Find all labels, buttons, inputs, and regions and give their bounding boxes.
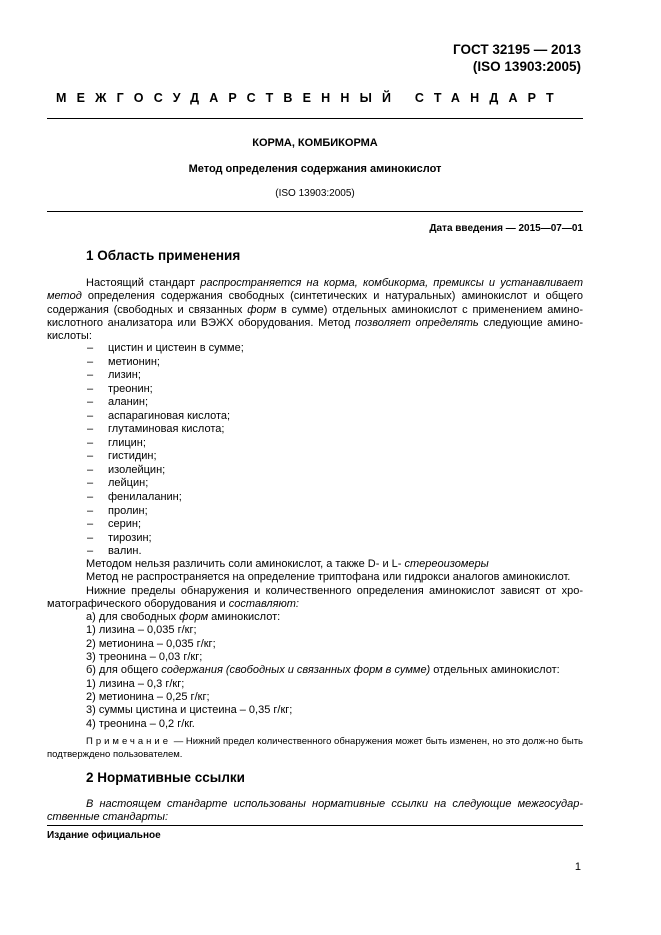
section-1-intro: Настоящий стандарт распространяется на корма, комбикорма, премиксы и устанавливает метод определения содержания свободных (синтетических и натуральных) аминокислот и общего содержания (свободных и связанных форм в сумме) отдельных аминокислот с применением амино-кислотного анализатора или ВЭЖХ оборудования. Метод позволяет определять следующие амино-кислоты:	[47, 277, 583, 343]
salts-paragraph: Методом нельзя различить соли аминокислот, а также D- и L- стереоизомеры	[86, 558, 489, 570]
footer-divider	[47, 825, 583, 826]
list-item: – цистин и цистеин в сумме;	[87, 342, 244, 354]
note	[47, 735, 583, 761]
iso-number: (ISO 13903:2005)	[472, 59, 581, 74]
list-item: – аланин;	[87, 396, 149, 409]
free-limit-item: 3) треонина – 0,03 г/кг;	[86, 651, 203, 664]
list-item: – изолейцин;	[87, 463, 166, 476]
list-item: – пролин;	[87, 504, 148, 517]
list-item: – глицин;	[87, 436, 146, 449]
list-item: – метионин;	[87, 355, 160, 368]
list-item: – треонин;	[87, 382, 153, 395]
section-1-body	[47, 558, 583, 731]
list-item: – серин;	[87, 518, 142, 531]
total-limit-item: 3) суммы цистина и цистеина – 0,35 г/кг;	[86, 704, 293, 717]
standard-number: ГОСТ 32195 — 2013	[453, 42, 581, 57]
list-item: – лизин;	[87, 369, 141, 382]
title-divider	[47, 211, 583, 212]
list-item: – гистидин;	[87, 450, 157, 463]
page-number: 1	[574, 861, 581, 873]
document-subtitle: Метод определения содержания аминокислот	[188, 163, 442, 175]
free-limit-item: 1) лизина – 0,035 г/кг;	[86, 624, 197, 637]
amino-acid-list	[87, 342, 244, 559]
free-limit-item: 2) метионина – 0,035 г/кг;	[86, 637, 216, 650]
list-item: – тирозин;	[87, 531, 152, 544]
date-of-introduction: Дата введения — 2015—07—01	[429, 223, 583, 234]
section-2-text: В настоящем стандарте использованы нормативные ссылки на следующие межгосудар-ственные стандарты:	[47, 798, 583, 824]
list-item: – глутаминовая кислота;	[87, 423, 225, 436]
interstate-standard-label: МЕЖГОСУДАРСТВЕННЫЙ СТАНДАРТ	[56, 91, 564, 105]
iso-reference: (ISO 13903:2005)	[275, 188, 355, 199]
tryptophan-paragraph: Метод не распространяется на определение триптофана или гидрокси аналогов аминокислот.	[86, 571, 571, 584]
list-item: – лейцин;	[87, 477, 149, 490]
total-limit-item: 1) лизина – 0,3 г/кг;	[86, 677, 185, 690]
list-item: – аспарагиновая кислота;	[87, 409, 231, 422]
limits-paragraph: Нижние пределы обнаружения и количественного определения аминокислот зависят от хро-матографического оборудования и составляют:	[47, 584, 583, 610]
free-forms-heading: а) для свободных форм аминокислот:	[86, 611, 281, 624]
total-forms-heading: б) для общего содержания (свободных и связанных форм в сумме) отдельных аминокислот:	[86, 664, 560, 677]
section-2-heading: 2 Нормативные ссылки	[86, 770, 245, 785]
section-1-heading: 1 Область применения	[86, 248, 241, 263]
document-title: КОРМА, КОМБИКОРМА	[252, 137, 378, 149]
total-limit-item: 4) треонина – 0,2 г/кг.	[86, 717, 195, 730]
official-edition-label: Издание официальное	[47, 830, 161, 841]
note-label: Примечание	[86, 736, 171, 747]
list-item: – валин.	[87, 545, 142, 558]
header-divider	[47, 118, 583, 119]
note-text: — Нижний предел количественного обнаружения может быть изменен, но это долж-но быть подтверждено пользователем.	[47, 736, 583, 760]
list-item: – фенилаланин;	[87, 491, 182, 504]
total-limit-item: 2) метионина – 0,25 г/кг;	[86, 690, 210, 703]
